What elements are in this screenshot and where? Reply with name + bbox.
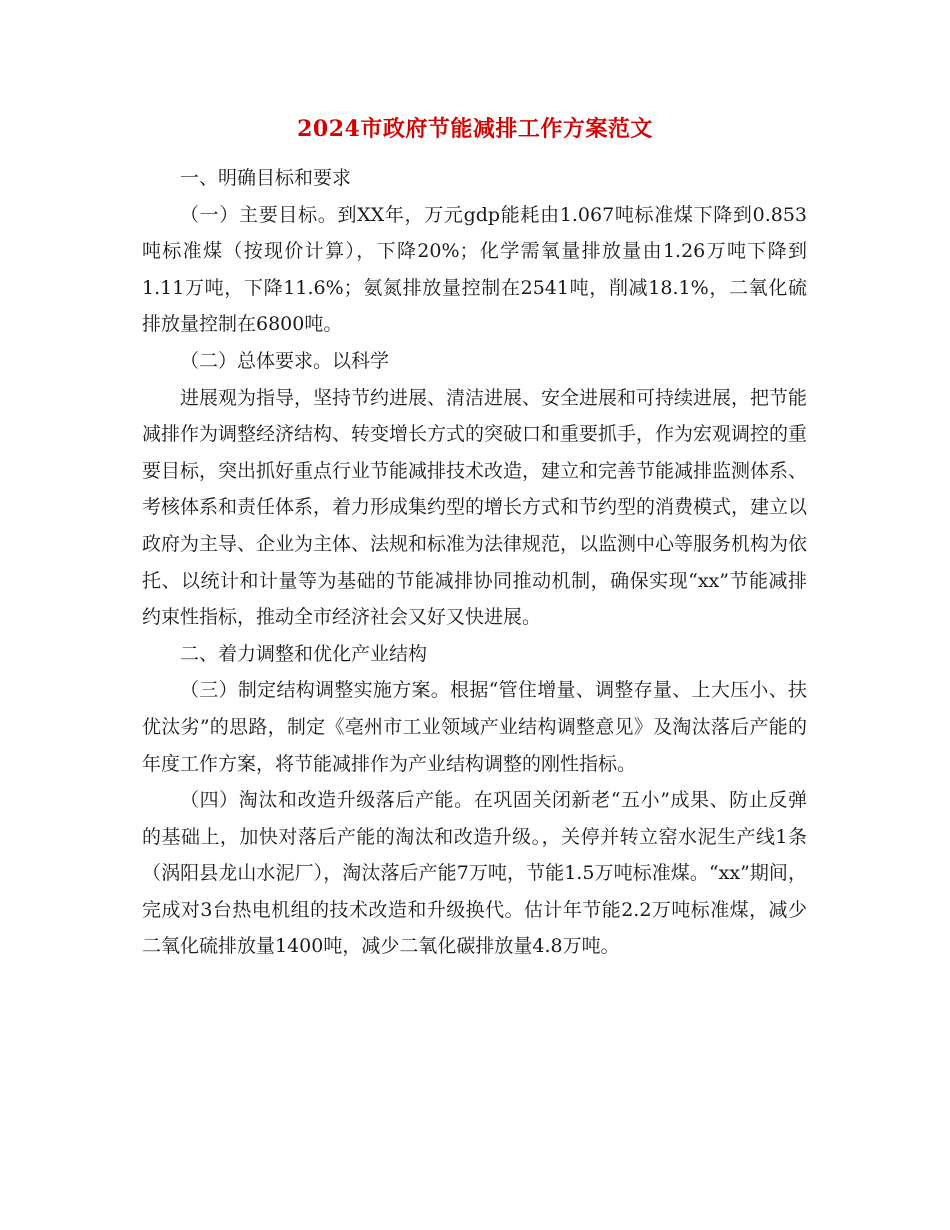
paragraph-main-goal: （一）主要目标。到XX年，万元gdp能耗由1.067吨标准煤下降到0.853吨标准煤（按现价计算），下降20%；化学需氧量排放量由1.26万吨下降到1.11万吨，下降11.6%；氨氮排放量控制在2541吨，削减18.1%，二氧化硫排放量控制在6800吨。 (142, 203, 807, 336)
paragraph-guiding-principle: 进展观为指导，坚持节约进展、清洁进展、安全进展和可持续进展，把节能减排作为调整经济结构、转变增长方式的突破口和重要抓手，作为宏观调控的重要目标，突出抓好重点行业节能减排技术改造，建立和完善节能减排监测体系、考核体系和责任体系，着力形成集约型的增长方式和节约型的消费模式，建立以政府为主导、企业为主体、法规和标准为法律规范，以监测中心等服务机构为依托、以统计和计量等为基础的节能减排协同推动机制，确保实现“xx”节能减排约束性指标，推动全市经济社会又好又快进展。 (142, 386, 808, 629)
document-title: 2024市政府节能减排工作方案范文 (297, 116, 653, 142)
section-heading-1: 一、明确目标和要求 (180, 167, 352, 189)
paragraph-structure-plan: （三）制定结构调整实施方案。根据“管住增量、调整存量、上大压小、扶优汰劣”的思路，制定《亳州市工业领域产业结构调整意见》及淘汰落后产能的年度工作方案，将节能减排作为产业结构调整的刚性指标。 (142, 679, 807, 775)
paragraph-eliminate-capacity: （四）淘汰和改造升级落后产能。在巩固关闭新老“五小”成果、防止反弹的基础上，加快对落后产能的淘汰和改造升级。，关停并转立窑水泥生产线1条（涡阳县龙山水泥厂），淘汰落后产能7万吨，节能1.5万吨标准煤。“xx”期间，完成对3台热电机组的技术改造和升级换代。估计年节能2.2万吨标准煤，减少二氧化硫排放量1400吨，减少二氧化碳排放量4.8万吨。 (142, 789, 807, 958)
section-heading-2: 二、着力调整和优化产业结构 (180, 642, 428, 665)
paragraph-overall-requirement: （二）总体要求。以科学 (180, 349, 390, 372)
document-body (142, 160, 807, 965)
